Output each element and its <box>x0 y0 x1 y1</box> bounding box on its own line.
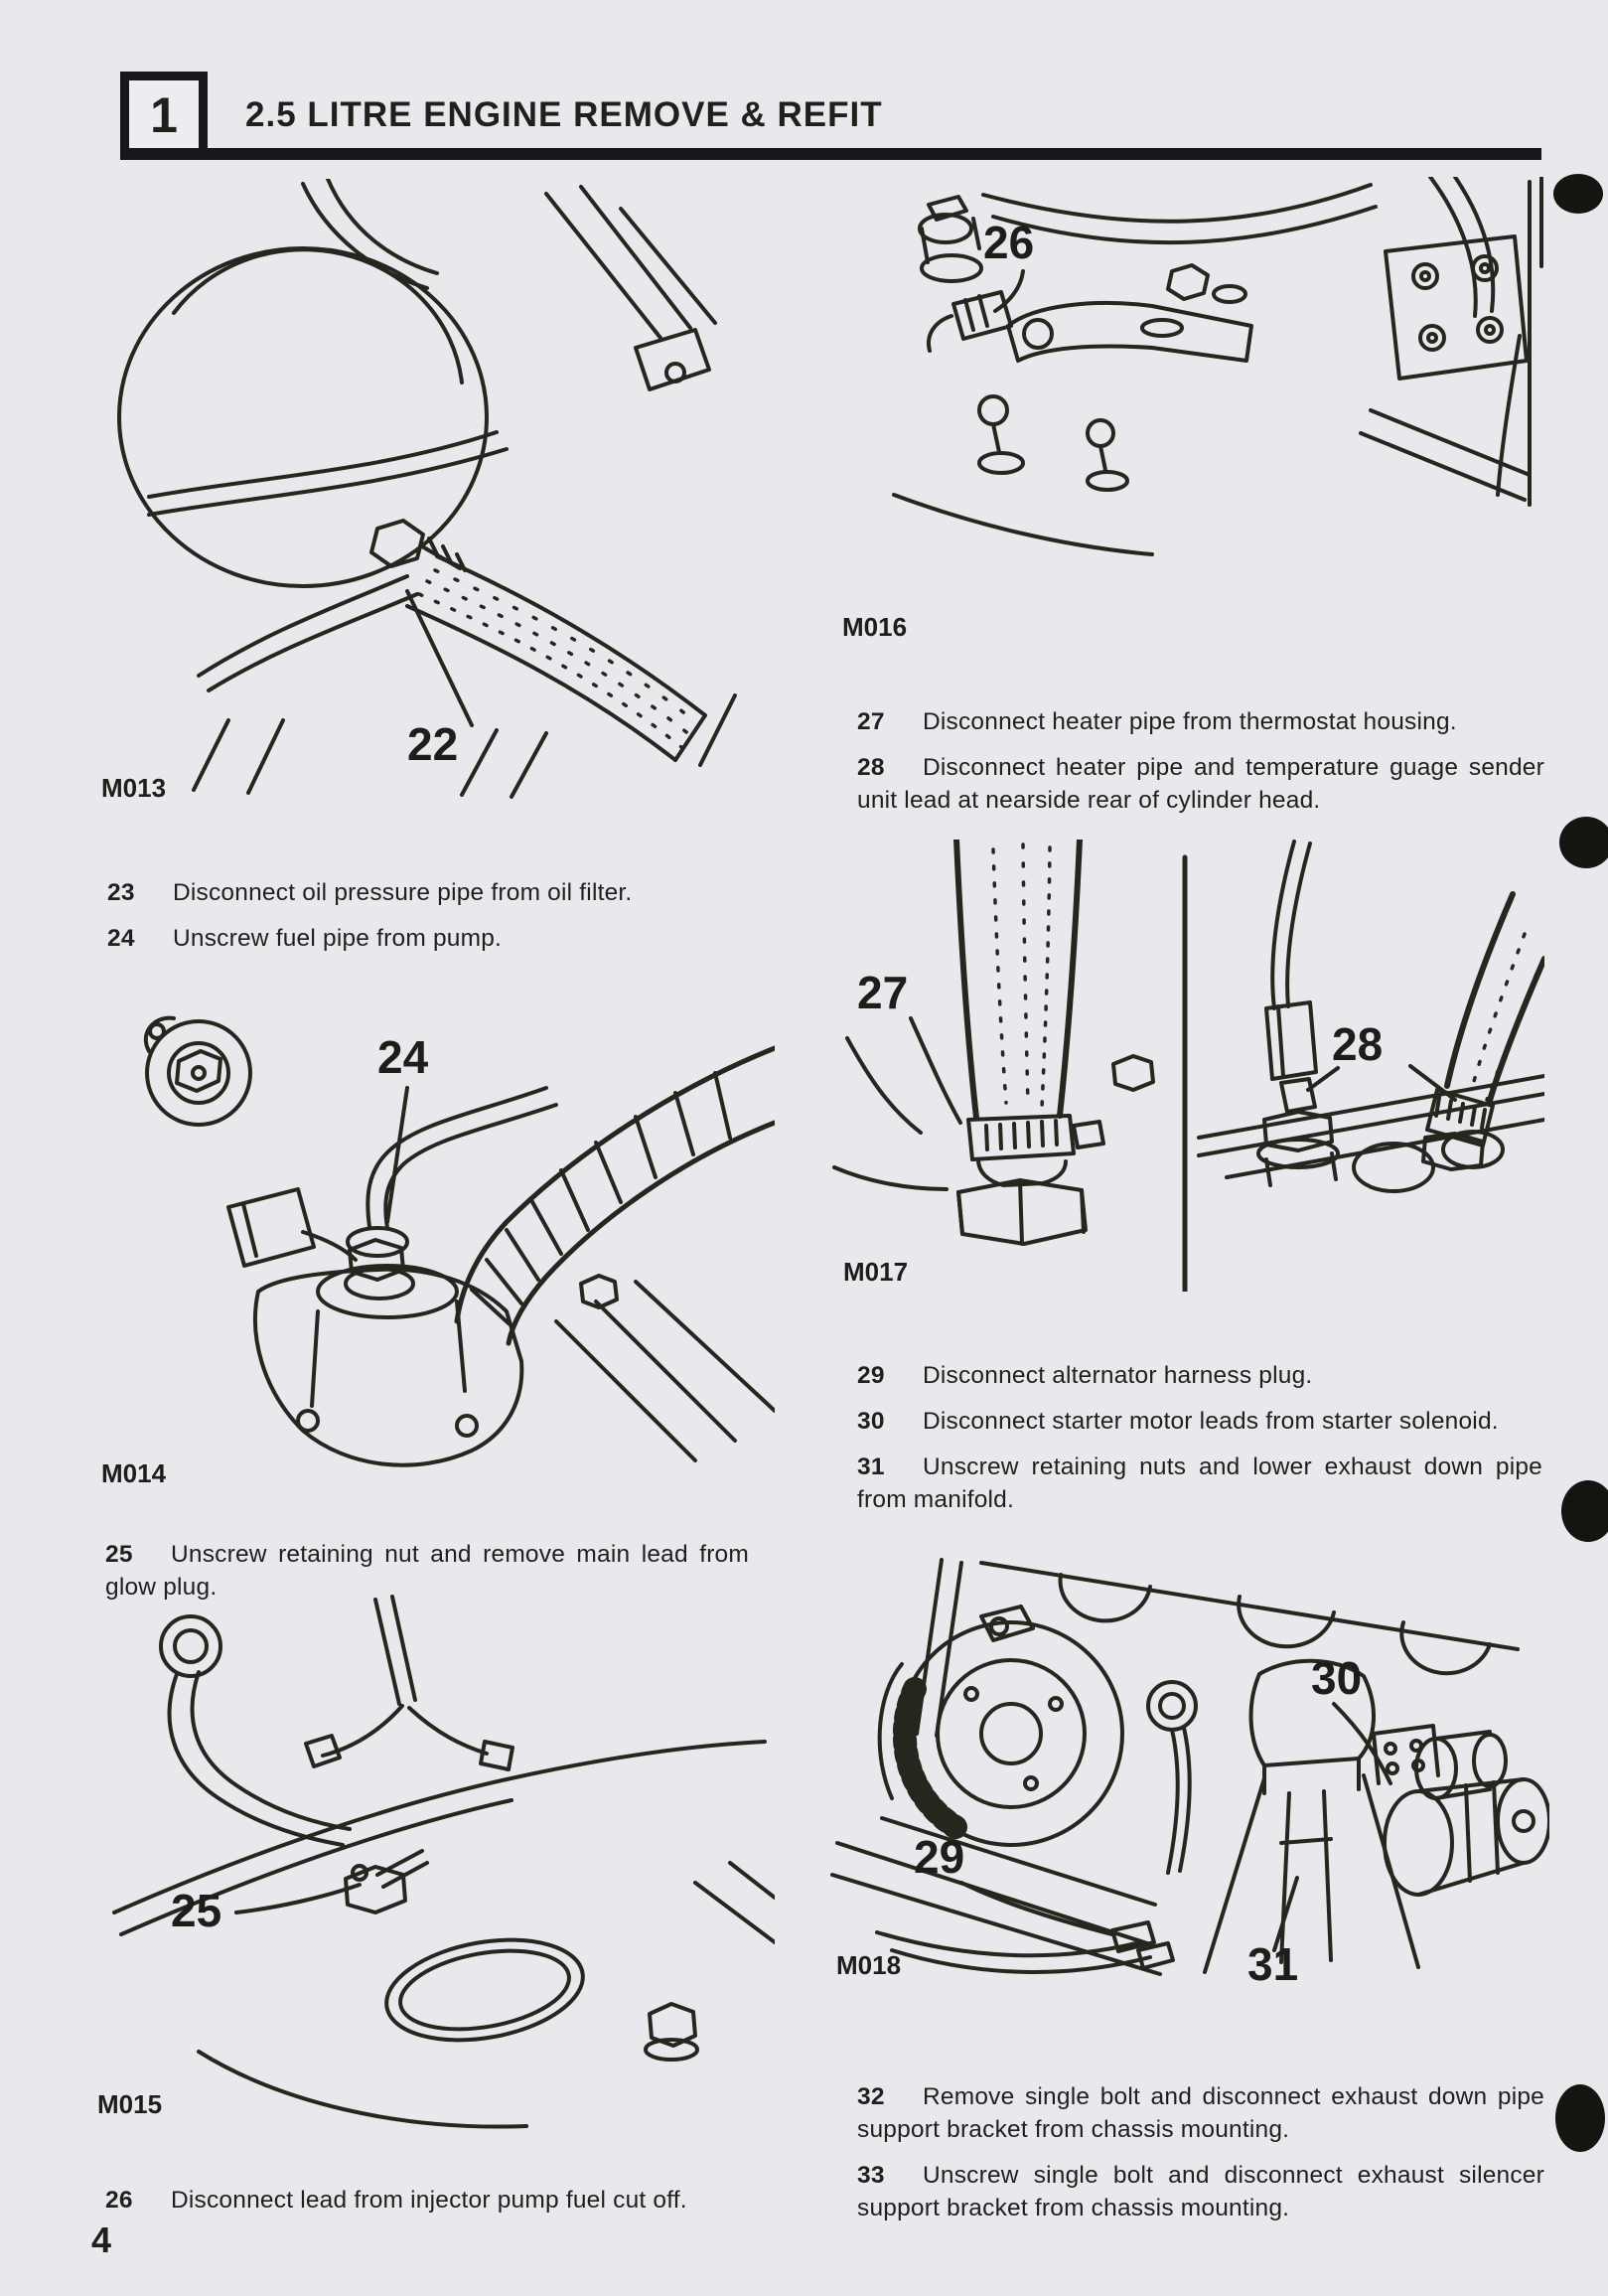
step-number: 33 <box>857 2162 885 2189</box>
callout-30: 30 <box>1311 1652 1363 1704</box>
step-number: 24 <box>107 925 135 952</box>
figure-m016 <box>834 177 1544 649</box>
figure-label-m013: M013 <box>101 773 167 800</box>
step-number: 31 <box>857 1454 885 1480</box>
callout-22: 22 <box>407 718 459 770</box>
step-text: Disconnect lead from injector pump fuel cut off. <box>171 2187 687 2214</box>
registration-mark <box>1555 2084 1605 2152</box>
step-text: Disconnect oil pressure pipe from oil filter. <box>173 879 633 906</box>
step-26-block <box>105 2184 761 2229</box>
step-33 <box>857 2159 1544 2224</box>
step-number: 32 <box>857 2083 885 2110</box>
figure-label-m015: M015 <box>97 2089 163 2119</box>
step-24 <box>107 922 743 955</box>
registration-mark <box>1553 174 1603 214</box>
callout-28: 28 <box>1332 1018 1384 1070</box>
steps-32-33 <box>857 2080 1544 2237</box>
step-text: Disconnect starter motor leads from starter solenoid. <box>923 1408 1499 1435</box>
step-text: Unscrew retaining nuts and lower exhaust down pipe from manifold. <box>857 1454 1542 1513</box>
step-28 <box>857 751 1544 817</box>
step-text: Disconnect heater pipe and temperature guage sender unit lead at nearside rear of cylinder head. <box>857 754 1544 814</box>
figure-m017 <box>829 840 1544 1292</box>
header-rule <box>120 148 1541 160</box>
step-31 <box>857 1451 1542 1516</box>
step-text: Unscrew single bolt and disconnect exhaust silencer support bracket from chassis mounting. <box>857 2162 1544 2221</box>
step-27 <box>857 705 1544 738</box>
section-number-box <box>120 72 208 159</box>
step-number: 25 <box>105 1541 133 1568</box>
callout-26: 26 <box>983 217 1035 268</box>
figure-m015 <box>79 1585 775 2141</box>
step-30 <box>857 1405 1542 1438</box>
step-number: 29 <box>857 1362 885 1389</box>
step-text: Unscrew fuel pipe from pump. <box>173 925 503 952</box>
figure-label-m014: M014 <box>101 1458 167 1488</box>
steps-23-24 <box>107 876 743 968</box>
step-32 <box>857 2080 1544 2146</box>
callout-29: 29 <box>914 1831 965 1883</box>
figure-label-m017: M017 <box>843 1257 909 1287</box>
step-number: 26 <box>105 2187 133 2214</box>
figure-m018 <box>822 1545 1549 1987</box>
step-number: 30 <box>857 1408 885 1435</box>
step-29 <box>857 1359 1542 1392</box>
callout-24: 24 <box>377 1031 429 1083</box>
figure-label-m016: M016 <box>842 612 908 642</box>
section-number: 1 <box>150 87 178 143</box>
page-number: 4 <box>91 2219 112 2260</box>
registration-mark <box>1561 1480 1608 1542</box>
figure-m014 <box>79 994 775 1490</box>
callout-27: 27 <box>857 967 909 1018</box>
step-number: 28 <box>857 754 885 781</box>
step-26 <box>105 2184 761 2217</box>
steps-27-28 <box>857 705 1544 830</box>
step-number: 27 <box>857 708 885 735</box>
step-text: Remove single bolt and disconnect exhaust down pipe support bracket from chassis mounting. <box>857 2083 1544 2143</box>
page-title: 2.5 LITRE ENGINE REMOVE & REFIT <box>245 95 883 134</box>
step-23 <box>107 876 743 909</box>
step-text: Unscrew retaining nut and remove main lead from glow plug. <box>105 1541 749 1601</box>
callout-25: 25 <box>171 1885 222 1936</box>
callout-31: 31 <box>1247 1938 1299 1987</box>
registration-mark <box>1559 817 1608 868</box>
step-text: Disconnect heater pipe from thermostat housing. <box>923 708 1457 735</box>
steps-29-31 <box>857 1359 1542 1529</box>
figure-label-m018: M018 <box>836 1950 902 1980</box>
step-number: 23 <box>107 879 135 906</box>
figure-m013 <box>79 179 775 800</box>
step-text: Disconnect alternator harness plug. <box>923 1362 1313 1389</box>
